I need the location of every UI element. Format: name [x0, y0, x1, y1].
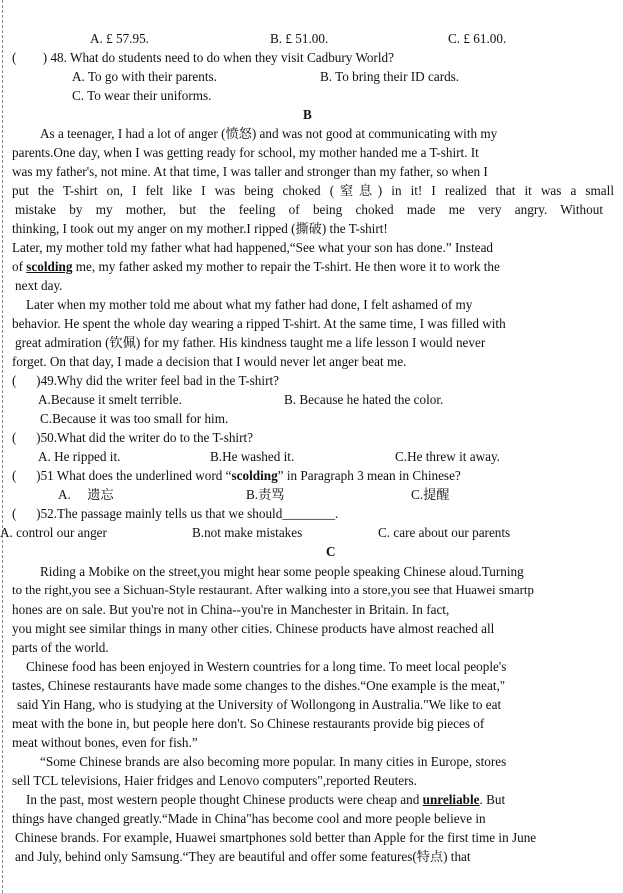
q47-option-c: C. £ 61.00. — [448, 31, 507, 46]
q51-stem — [12, 467, 461, 484]
q47-option-a: A. £ 57.95. — [90, 31, 149, 46]
section-c-line: sell TCL televisions, Haier fridges and Lenovo computers",reported Reuters. — [12, 773, 417, 788]
q51-option-a: A. 遗忘 — [58, 487, 114, 502]
section-c-line: Chinese food has been enjoyed in Western countries for a long time. To meet local people's — [26, 659, 507, 674]
q51-option-b: B.责骂 — [246, 487, 285, 502]
section-c-line: you might see similar things in many other cities. Chinese products have almost reached all — [12, 621, 495, 636]
underlined-word-unreliable: unreliable — [422, 792, 480, 807]
section-b-heading: B — [303, 107, 312, 122]
text-span: of — [12, 259, 27, 274]
section-c-line: and July, behind only Samsung.“They are beautiful and offer some features(特点) that — [15, 849, 471, 864]
text-span: . But — [479, 792, 506, 807]
section-b-line: behavior. He spent the whole day wearing a ripped T-shirt. At the same time, I was filled with — [12, 316, 506, 331]
section-b-line: forget. On that day, I made a decision that I would never let anger beat me. — [12, 354, 407, 369]
section-b-line: put the T-shirt on, I felt like I was being choked (窒息) in it! I realized that it was a small — [12, 183, 614, 198]
q49-option-c: C.Because it was too small for him. — [40, 411, 229, 426]
text-span: ” in Paragraph 3 mean in Chinese? — [277, 468, 461, 483]
q48-option-c: C. To wear their uniforms. — [72, 88, 212, 103]
section-c-line: things have changed greatly.“Made in China"has become cool and more people believe in — [12, 811, 486, 826]
q52-option-c: C. care about our parents — [378, 525, 511, 540]
q49-option-a: A.Because it smelt terrible. — [38, 392, 182, 407]
section-b-line-scolding — [12, 258, 500, 275]
section-b-line: mistake by my mother, but the feeling of being choked made me very angry. Without — [15, 202, 603, 217]
section-c-line: Chinese brands. For example, Huawei smartphones sold better than Apple for the first time in June — [15, 830, 537, 845]
section-b-line: parents.One day, when I was getting ready for school, my mother handed me a T-shirt. It — [12, 145, 479, 160]
section-c-line: meat without bones, even for fish.” — [12, 735, 198, 750]
section-b-line: thinking, I took out my anger on my mother.I ripped (撕破) the T-shirt! — [12, 221, 388, 236]
section-c-line: Riding a Mobike on the street,you might hear some people speaking Chinese aloud.Turning — [40, 564, 524, 579]
section-c-line: hones are on sale. But you're not in China--you're in Manchester in Britain. In fact, — [12, 602, 450, 617]
underlined-word-scolding: scolding — [26, 259, 73, 274]
q47-option-b: B. £ 51.00. — [270, 31, 329, 46]
section-c-heading: C — [326, 544, 336, 559]
section-b-line: As a teenager, I had a lot of anger (愤怒) and was not good at communicating with my — [40, 126, 498, 141]
q50-stem: ( )50.What did the writer do to the T-shirt? — [12, 430, 253, 445]
q51-option-c: C.提醒 — [411, 487, 450, 502]
section-b-line: Later when my mother told me about what my father had done, I felt ashamed of my — [26, 297, 473, 312]
section-c-line-unreliable — [26, 791, 505, 808]
text-span: In the past, most western people thought Chinese products were cheap and — [26, 792, 423, 807]
q48-option-b: B. To bring their ID cards. — [320, 69, 460, 84]
q52-option-b: B.not make mistakes — [192, 525, 303, 540]
section-c-line: to the right,you see a Sichuan-Style restaurant. After walking into a store,you see that Huawei smartp — [12, 583, 534, 597]
text-span: ( )51 What does the underlined word “ — [12, 468, 232, 483]
section-c-line: meat with the bone in, but people here don't. So Chinese restaurants provide big pieces of — [12, 716, 485, 731]
q52-option-a: A. control our anger — [0, 525, 107, 540]
bold-word-scolding: scolding — [231, 468, 278, 483]
section-b-line: was my father's, not mine. At that time, I was taller and stronger than my father, so when I — [12, 164, 488, 179]
binding-margin-line — [2, 0, 3, 893]
text-span: me, my father asked my mother to repair the T-shirt. He then wore it to work the — [72, 259, 500, 274]
section-c-line: tastes, Chinese restaurants have made some changes to the dishes.“One example is the meat," — [12, 678, 506, 693]
section-c-line: “Some Chinese brands are also becoming more popular. In many cities in Europe, stores — [40, 754, 507, 769]
section-c-line: parts of the world. — [12, 640, 109, 655]
q50-option-a: A. He ripped it. — [38, 449, 121, 464]
section-b-line: Later, my mother told my father what had happened,“See what your son has done.” Instead — [12, 240, 494, 255]
section-c-line: said Yin Hang, who is studying at the University of Wollongong in Australia."We like to eat — [17, 697, 502, 712]
q50-option-b: B.He washed it. — [210, 449, 295, 464]
q48-option-a: A. To go with their parents. — [72, 69, 217, 84]
q52-stem: ( )52.The passage mainly tells us that we should________. — [12, 506, 339, 521]
q49-option-b: B. Because he hated the color. — [284, 392, 444, 407]
q49-stem: ( )49.Why did the writer feel bad in the T-shirt? — [12, 373, 279, 388]
q48-stem: ( ) 48. What do students need to do when they visit Cadbury World? — [12, 50, 394, 65]
section-b-line: great admiration (钦佩) for my father. His kindness taught me a life lesson I would never — [15, 335, 486, 350]
q50-option-c: C.He threw it away. — [395, 449, 500, 464]
section-b-line: next day. — [15, 278, 63, 293]
